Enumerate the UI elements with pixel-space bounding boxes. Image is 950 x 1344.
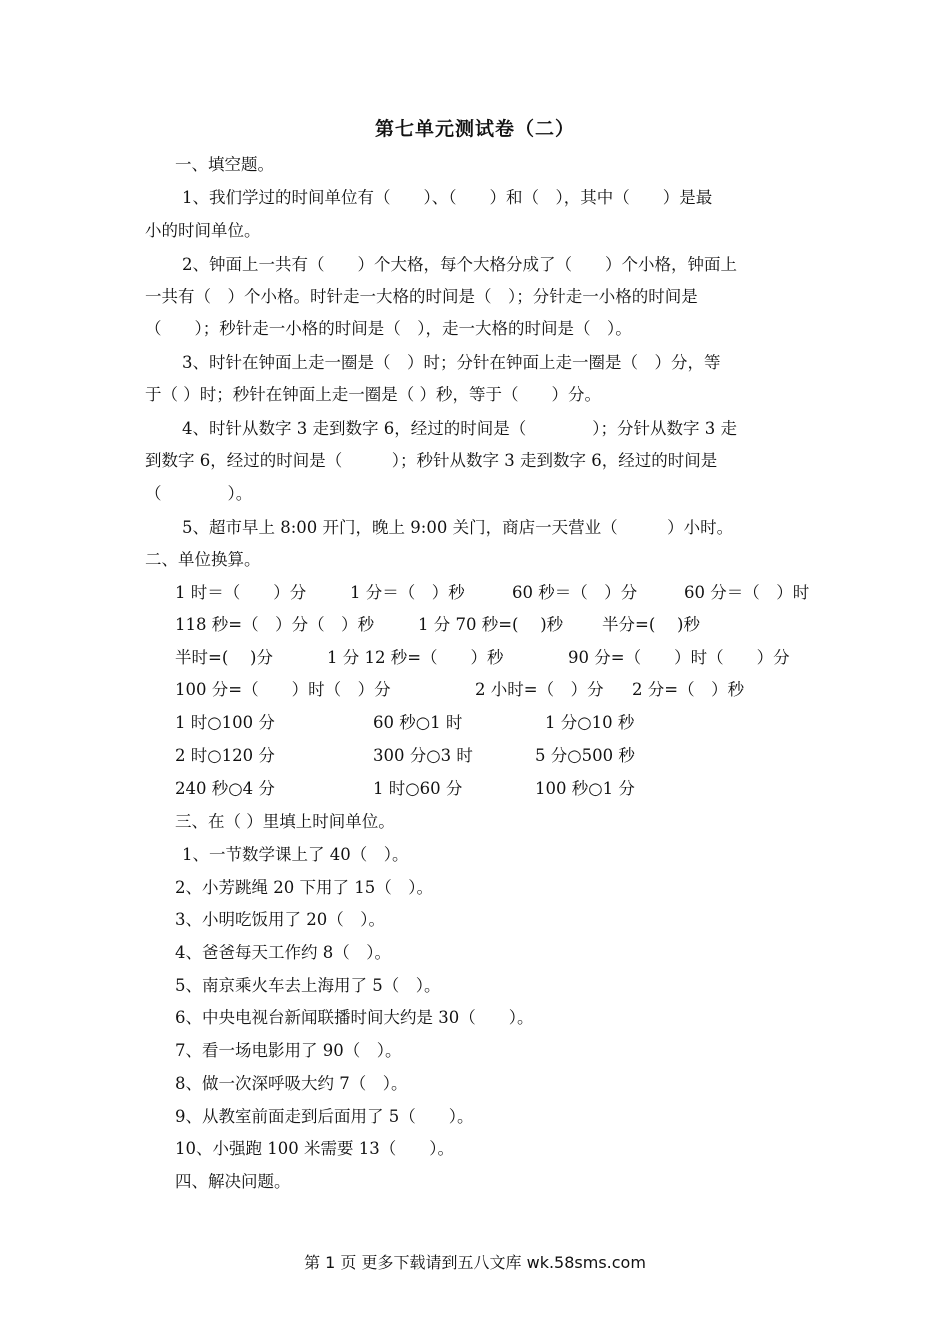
conv-cell: 1 分＝（ ）秒 xyxy=(350,583,465,602)
conv-cell: 半时=( )分 xyxy=(175,648,273,667)
section2-heading: 二、单位换算。 xyxy=(145,550,261,569)
section1-heading: 一、填空题。 xyxy=(175,155,274,174)
q2-line-3: （ ）；秒针走一小格的时间是（ ），走一大格的时间是（ ）。 xyxy=(145,319,632,338)
conv-cell: 118 秒=（ ）分（ ）秒 xyxy=(175,615,375,634)
list-item: 9、从教室前面走到后面用了 5（ ）。 xyxy=(175,1107,474,1126)
conv-cell: 90 分=（ ）时（ ）分 xyxy=(568,648,790,667)
conv-cell: 2 小时=（ ）分 xyxy=(475,680,604,699)
list-item: 6、中央电视台新闻联播时间大约是 30（ ）。 xyxy=(175,1008,534,1027)
q3-line-1: 3、时针在钟面上走一圈是（ ）时；分针在钟面上走一圈是（ ）分，等 xyxy=(182,353,721,372)
compare-cell: 60 秒○1 时 xyxy=(373,713,463,732)
page-title: 第七单元测试卷（二） xyxy=(374,118,575,140)
section3-heading: 三、在（ ）里填上时间单位。 xyxy=(175,812,395,831)
q4-line-1: 4、时针从数字 3 走到数字 6，经过的时间是（ ）；分针从数字 3 走 xyxy=(182,419,737,438)
list-item: 10、小强跑 100 米需要 13（ ）。 xyxy=(175,1139,454,1158)
compare-cell: 240 秒○4 分 xyxy=(175,779,275,798)
q3-line-2: 于（ ）时；秒针在钟面上走一圈是（ ）秒，等于（ ）分。 xyxy=(145,385,601,404)
q5-line: 5、超市早上 8:00 开门，晚上 9:00 关门，商店一天营业（ ）小时。 xyxy=(182,518,734,537)
q4-line-2: 到数字 6，经过的时间是（ ）；秒针从数字 3 走到数字 6，经过的时间是 xyxy=(145,451,718,470)
conv-cell: 1 分 70 秒=( )秒 xyxy=(418,615,564,634)
compare-cell: 5 分○500 秒 xyxy=(535,746,635,765)
conv-cell: 60 秒＝（ ）分 xyxy=(512,583,638,602)
compare-cell: 1 分○10 秒 xyxy=(545,713,635,732)
conv-cell: 1 时＝（ ）分 xyxy=(175,583,307,602)
compare-cell: 100 秒○1 分 xyxy=(535,779,635,798)
list-item: 4、爸爸每天工作约 8（ ）。 xyxy=(175,943,391,962)
compare-cell: 300 分○3 时 xyxy=(373,746,473,765)
compare-cell: 2 时○120 分 xyxy=(175,746,275,765)
compare-cell: 1 时○60 分 xyxy=(373,779,463,798)
conv-cell: 2 分=（ ）秒 xyxy=(632,680,745,699)
list-item: 2、小芳跳绳 20 下用了 15（ ）。 xyxy=(175,878,433,897)
list-item: 3、小明吃饭用了 20（ ）。 xyxy=(175,910,385,929)
list-item: 1、一节数学课上了 40（ ）。 xyxy=(182,845,409,864)
q4-line-3: （ ）。 xyxy=(145,484,253,503)
list-item: 7、看一场电影用了 90（ ）。 xyxy=(175,1041,402,1060)
conv-cell: 1 分 12 秒=（ ）秒 xyxy=(327,648,504,667)
q2-line-2: 一共有（ ）个小格。时针走一大格的时间是（ ）；分针走一小格的时间是 xyxy=(145,287,698,306)
section4-heading: 四、解决问题。 xyxy=(175,1172,291,1191)
q1-line-2: 小的时间单位。 xyxy=(145,221,261,240)
conv-cell: 半分=( )秒 xyxy=(602,615,700,634)
list-item: 8、做一次深呼吸大约 7（ ）。 xyxy=(175,1074,408,1093)
conv-cell: 100 分=（ ）时（ ）分 xyxy=(175,680,391,699)
compare-cell: 1 时○100 分 xyxy=(175,713,275,732)
q2-line-1: 2、钟面上一共有（ ）个大格，每个大格分成了（ ）个小格，钟面上 xyxy=(182,255,737,274)
page-footer: 第 1 页 更多下载请到五八文库 wk.58sms.com xyxy=(304,1253,646,1272)
conv-cell: 60 分＝（ ）时 xyxy=(684,583,810,602)
list-item: 5、南京乘火车去上海用了 5（ ）。 xyxy=(175,976,441,995)
q1-line-1: 1、我们学过的时间单位有（ ）、（ ）和（ ），其中（ ）是最 xyxy=(182,188,713,207)
